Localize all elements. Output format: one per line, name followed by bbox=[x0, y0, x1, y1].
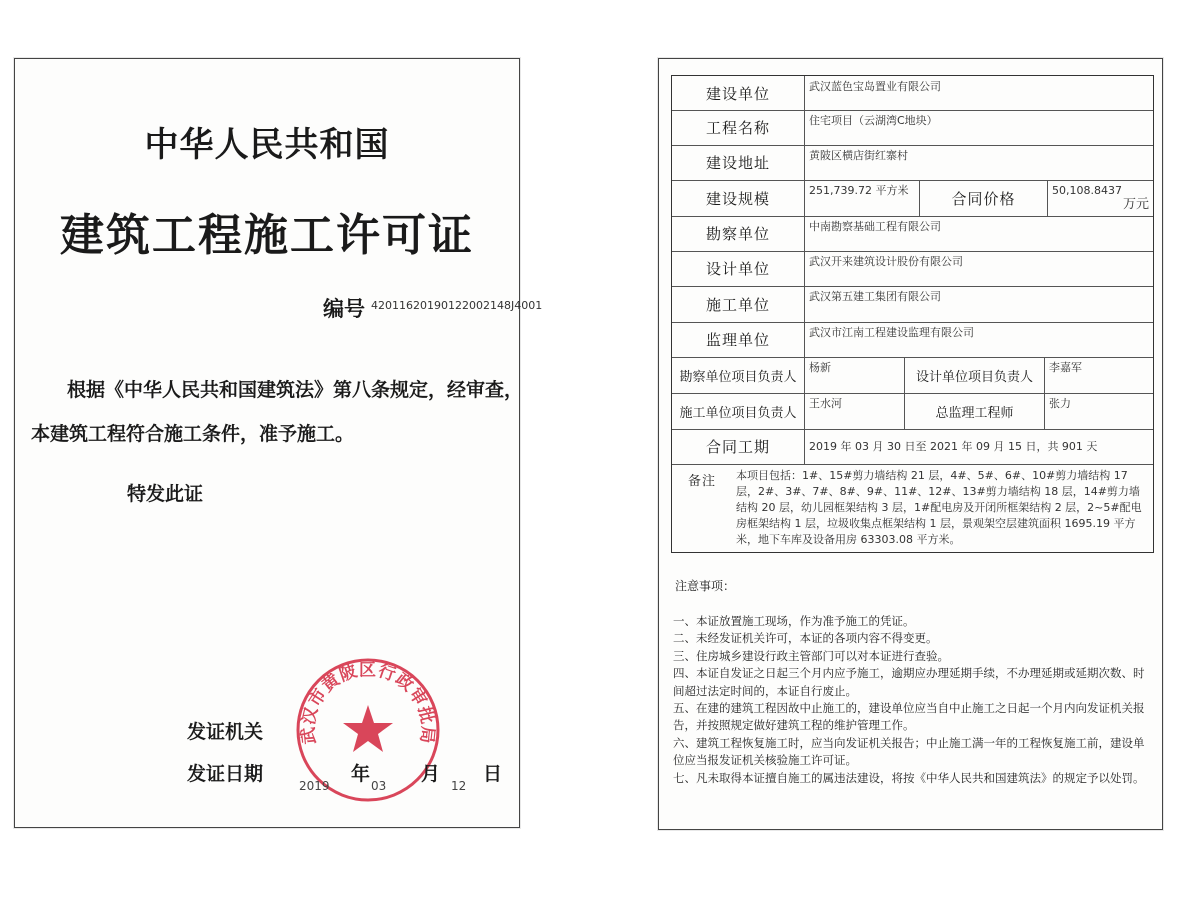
list-item: 四、本证自发证之日起三个月内应予施工，逾期应办理延期手续，不办理延期或延期次数、时间超过法定时间的，本证自行废止。 bbox=[673, 666, 1145, 698]
seal-arc-text: 武汉市黄陂区行政审批局 bbox=[298, 660, 438, 746]
day-char: 日 bbox=[483, 763, 503, 785]
design-unit-value: 武汉开来建筑设计股份有限公司 bbox=[809, 255, 963, 268]
chief-supervisor-value: 张力 bbox=[1049, 397, 1071, 410]
build-unit-label: 施工单位 bbox=[672, 286, 805, 322]
design-lead-value: 李嘉军 bbox=[1049, 361, 1082, 374]
chief-supervisor-label: 总监理工程师 bbox=[905, 393, 1045, 429]
table-row bbox=[672, 145, 1153, 181]
table-row bbox=[672, 464, 1153, 552]
table-row bbox=[672, 251, 1153, 287]
list-item: 六、建筑工程恢复施工时，应当向发证机关报告；中止施工满一年的工程恢复施工前，建设单位应当报发证机关核验施工许可证。 bbox=[673, 735, 1145, 768]
remark-value: 本项目包括：1#、15#剪力墙结构 21 层，4#、5#、6#、10#剪力墙结构 17 层，2#、3#、7#、8#、9#、11#、12#、13#剪力墙结构 18 层，14#剪力墙结构 20 层，幼儿园框架结构 3 层，1#配电房及开闭所框架结构 2 层，2~5#配电房框架结构 1 层，垃圾收集点框架结构 1 层，景观架空层建筑面积 1695.19 平方米，地下车库及设备用房 63303.08 平方米。 bbox=[736, 469, 1142, 546]
supervise-unit-label: 监理单位 bbox=[672, 322, 805, 357]
permit-details-page bbox=[658, 58, 1163, 830]
issuer-label: 发证机关 bbox=[187, 721, 264, 743]
survey-lead-value: 杨新 bbox=[805, 357, 905, 393]
special-issue-text: 特发此证 bbox=[127, 483, 204, 505]
remark-label: 备注 bbox=[687, 474, 716, 489]
table-row bbox=[672, 322, 1153, 358]
permit-cover-page bbox=[14, 58, 543, 828]
notice-title: 注意事项： bbox=[675, 579, 736, 593]
contract-price-cell bbox=[1048, 180, 1153, 216]
table-row bbox=[672, 393, 1153, 430]
day-value: 12 bbox=[451, 779, 467, 793]
project-name-value: 住宅项目（云湖湾C地块） bbox=[809, 114, 938, 127]
list-item: 七、凡未取得本证擅自施工的属违法建设，将按《中华人民共和国建筑法》的规定予以处罚。 bbox=[673, 770, 1145, 785]
construction-unit-value: 武汉蓝色宝岛置业有限公司 bbox=[809, 80, 941, 93]
permit-title: 建筑工程施工许可证 bbox=[60, 210, 474, 261]
permit-info-table bbox=[671, 75, 1154, 553]
scale-value: 251,739.72 平方米 bbox=[805, 180, 920, 216]
scale-label: 建设规模 bbox=[672, 180, 805, 216]
contract-price-value: 50,108.8437 bbox=[1052, 184, 1122, 197]
survey-unit-value: 中南勘察基础工程有限公司 bbox=[809, 220, 941, 233]
design-lead-label: 设计单位项目负责人 bbox=[905, 357, 1045, 393]
table-row bbox=[672, 76, 1153, 111]
contract-price-unit: 万元 bbox=[1122, 197, 1149, 212]
table-row bbox=[672, 110, 1153, 146]
serial-label: 编号 bbox=[323, 296, 365, 321]
year-char: 年 bbox=[351, 763, 371, 785]
notice-list bbox=[673, 613, 1153, 787]
build-lead-value: 王水河 bbox=[805, 393, 905, 429]
year-value: 2019 bbox=[299, 779, 330, 793]
list-item: 三、住房城乡建设行政主管部门可以对本证进行查验。 bbox=[673, 648, 949, 663]
month-value: 03 bbox=[371, 779, 387, 793]
site-address-label: 建设地址 bbox=[672, 145, 805, 180]
supervise-unit-value: 武汉市江南工程建设监理有限公司 bbox=[809, 326, 974, 339]
table-row bbox=[672, 286, 1153, 323]
design-unit-label: 设计单位 bbox=[672, 251, 805, 286]
list-item: 五、在建的建筑工程因故中止施工的，建设单位应当自中止施工之日起一个月内向发证机关报告，并按照规定做好建筑工程的维护管理工作。 bbox=[673, 701, 1145, 733]
table-row bbox=[672, 429, 1153, 465]
seal-star-icon bbox=[343, 705, 393, 752]
contract-period-label: 合同工期 bbox=[672, 429, 805, 464]
list-item: 二、未经发证机关许可，本证的各项内容不得变更。 bbox=[673, 631, 938, 646]
permit-statement-line2: 本建筑工程符合施工条件，准予施工。 bbox=[31, 423, 355, 445]
site-address-value: 黄陂区横店街红寨村 bbox=[809, 149, 908, 162]
month-char: 月 bbox=[421, 763, 441, 785]
survey-lead-label: 勘察单位项目负责人 bbox=[672, 357, 805, 393]
project-name-label: 工程名称 bbox=[672, 110, 805, 145]
permit-statement-line1: 根据《中华人民共和国建筑法》第八条规定，经审查， bbox=[67, 379, 524, 401]
survey-unit-label: 勘察单位 bbox=[672, 216, 805, 251]
country-title: 中华人民共和国 bbox=[144, 125, 390, 165]
table-row bbox=[672, 180, 1153, 217]
issue-date-label: 发证日期 bbox=[187, 763, 264, 785]
build-lead-label: 施工单位项目负责人 bbox=[672, 393, 805, 429]
table-row bbox=[672, 357, 1153, 394]
build-unit-value: 武汉第五建工集团有限公司 bbox=[809, 290, 941, 303]
construction-unit-label: 建设单位 bbox=[672, 76, 805, 110]
contract-period-value: 2019 年 03 月 30 日至 2021 年 09 月 15 日，共 901 天 bbox=[809, 439, 1098, 453]
list-item: 一、本证放置施工现场，作为准予施工的凭证。 bbox=[673, 614, 915, 628]
table-row bbox=[672, 216, 1153, 252]
serial-value: 42011620190122002148J4001 bbox=[371, 299, 543, 312]
contract-price-label: 合同价格 bbox=[920, 180, 1048, 216]
